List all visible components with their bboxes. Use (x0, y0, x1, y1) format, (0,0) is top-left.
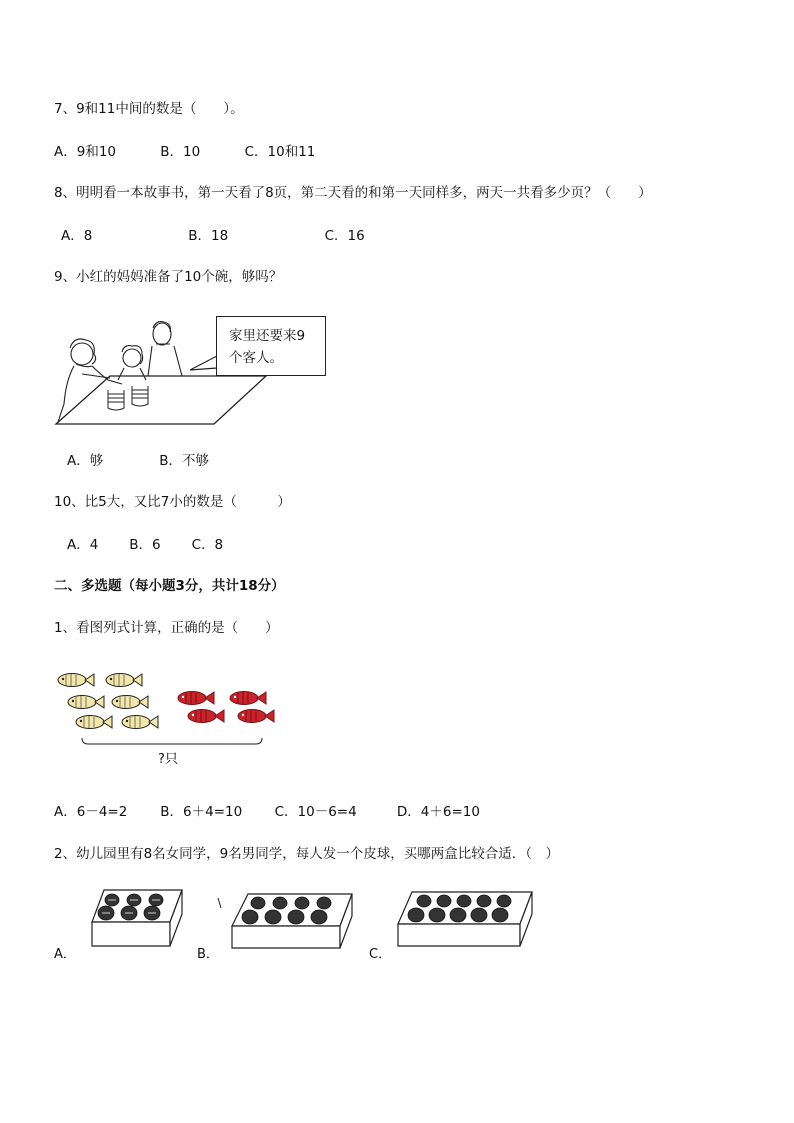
red-fish (188, 710, 224, 723)
m1-option-c[interactable]: C．10－6=4 (274, 804, 357, 820)
ball-box-a (78, 886, 198, 956)
yellow-fish (76, 716, 112, 729)
q7-option-b[interactable]: B．10 (160, 144, 201, 160)
q8-option-c[interactable]: C．16 (324, 228, 365, 244)
red-fish (230, 692, 266, 705)
speech-bubble (216, 316, 326, 376)
q10-option-a[interactable]: A．4 (67, 537, 99, 553)
question-8-options (61, 227, 365, 245)
q10-option-c[interactable]: C．8 (191, 537, 224, 553)
q10-option-b[interactable]: B．6 (129, 537, 161, 553)
multi-question-1-text: 1、看图列式计算，正确的是（ ） (54, 620, 279, 636)
yellow-fish (68, 696, 104, 709)
bowl-stack-icon (108, 386, 148, 410)
question-8-text: 8、明明看一本故事书，第一天看了8页，第二天看的和第一天同样多，两天一共看多少页？（ ） (54, 185, 652, 201)
yellow-fish (112, 696, 148, 709)
fish-picture (52, 668, 292, 748)
multi-question-1-options (54, 803, 480, 821)
ball-box-b (218, 886, 368, 956)
table-shape (56, 376, 266, 424)
question-10-text: 10、比5大，又比7小的数是（ ） (54, 494, 291, 510)
total-brace (82, 738, 262, 744)
q7-option-a[interactable]: A．9和10 (54, 144, 117, 160)
q8-option-b[interactable]: B．18 (188, 228, 229, 244)
q7-option-c[interactable]: C．10和11 (244, 144, 316, 160)
m1-option-b[interactable]: B．6＋4=10 (160, 804, 243, 820)
m1-option-a[interactable]: A．6－4=2 (54, 804, 128, 820)
q8-option-a[interactable]: A．8 (61, 228, 93, 244)
question-7-options (54, 143, 315, 161)
girl-figure (118, 346, 146, 380)
fish-total-label: ?只 (158, 752, 178, 767)
boy-figure (148, 322, 182, 376)
yellow-fish (106, 674, 142, 687)
red-fish (238, 710, 274, 723)
red-fish (178, 692, 214, 705)
question-10-options (67, 536, 223, 554)
section-2-title: 二、多选题（每小题3分，共计18分） (54, 578, 285, 594)
q9-option-b[interactable]: B．不够 (159, 453, 210, 469)
ball-icon (98, 894, 163, 920)
speech-line-2: 个客人。 (229, 350, 283, 366)
yellow-fish (122, 716, 158, 729)
m2-option-a[interactable]: A． (54, 947, 76, 962)
question-9-options (67, 452, 209, 470)
question-7-text: 7、9和11中间的数是（ ）。 (54, 101, 244, 117)
yellow-fish (58, 674, 94, 687)
q9-option-a[interactable]: A．够 (67, 453, 104, 469)
speech-line-1: 家里还要来9 (229, 328, 306, 344)
question-9-text: 9、小红的妈妈准备了10个碗，够吗？ (54, 269, 283, 285)
m2-option-b[interactable]: B． (197, 947, 219, 962)
ball-box-c (392, 886, 542, 956)
m2-option-c[interactable]: C． (369, 947, 392, 962)
multi-question-2-text: 2、幼儿园里有8名女同学，9名男同学，每人发一个皮球，买哪两盒比较合适．（ ） (54, 846, 560, 862)
m1-option-d[interactable]: D．4＋6=10 (396, 804, 480, 820)
speech-pointer (190, 356, 217, 370)
